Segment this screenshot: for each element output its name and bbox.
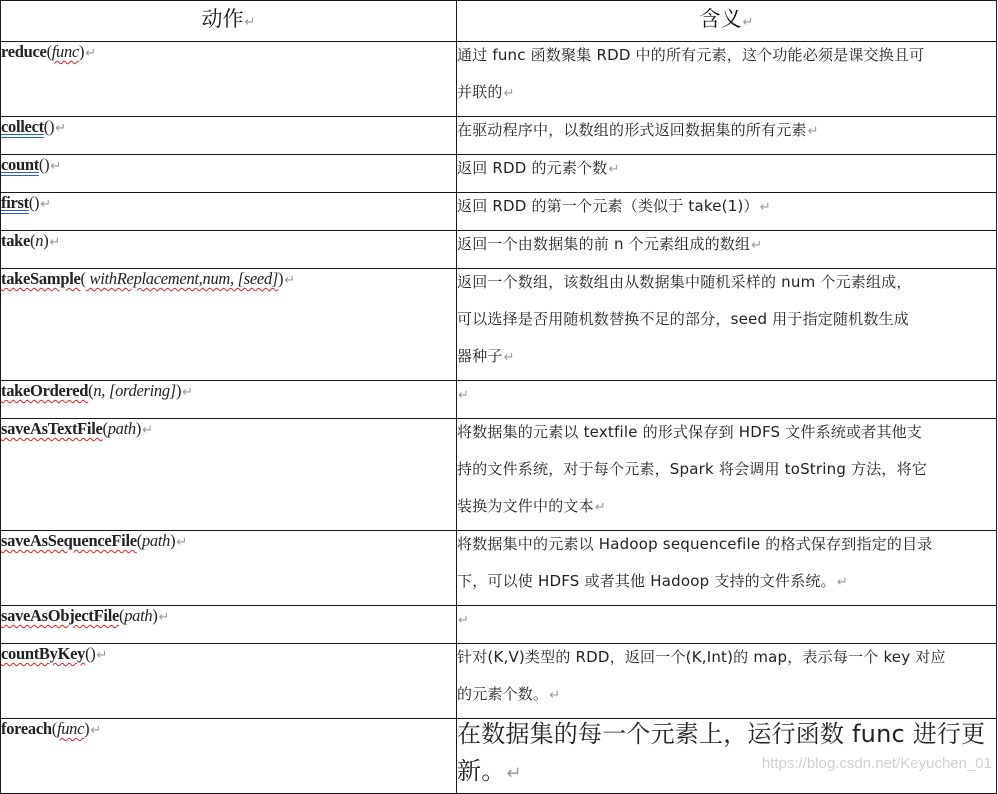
table-row	[1, 381, 997, 419]
meaning-line: 并联的↵	[457, 83, 515, 101]
meaning-line: 返回 RDD 的元素个数↵	[457, 159, 620, 177]
paragraph-mark-icon: ↵	[751, 238, 763, 253]
table-row	[1, 531, 997, 606]
meaning-line: 可以选择是否用随机数替换不足的部分，seed 用于指定随机数生成	[457, 310, 909, 328]
paragraph-mark-icon: ↵	[55, 121, 66, 136]
meaning-line: 装换为文件中的文本↵	[457, 497, 606, 515]
watermark: https://blog.csdn.net/Keyuchen_01	[761, 755, 992, 772]
meaning-line: 针对(K,V)类型的 RDD，返回一个(K,Int)的 map，表示每一个 key 对应	[457, 648, 946, 666]
table-row	[1, 231, 997, 269]
action-name: foreach	[1, 719, 52, 738]
action-name: countByKey	[1, 644, 86, 663]
paragraph-mark-icon: ↵	[506, 763, 522, 784]
meaning-line: 在数据集的每一个元素上，运行函数 func 进行更	[457, 720, 986, 748]
paragraph-mark-icon: ↵	[90, 723, 101, 738]
paragraph-mark-icon: ↵	[176, 535, 187, 550]
meaning-cell	[457, 269, 997, 381]
action-cell: reduce(func)↵	[1, 42, 457, 117]
action-name: saveAsSequenceFile	[1, 531, 137, 550]
meaning-cell	[457, 606, 997, 644]
action-cell: foreach(func)↵	[1, 719, 457, 794]
meaning-cell	[457, 419, 997, 531]
meaning-line: 返回一个由数据集的前 n 个元素组成的数组↵	[457, 235, 763, 253]
action-name: saveAsTextFile	[1, 419, 103, 438]
paragraph-mark-icon: ↵	[742, 15, 754, 30]
action-name: saveAsObjectFile	[1, 606, 119, 625]
paragraph-mark-icon: ↵	[608, 162, 620, 177]
paragraph-mark-icon: ↵	[85, 46, 96, 61]
table-row	[1, 117, 997, 155]
meaning-line: 返回 RDD 的第一个元素（类似于 take(1)）↵	[457, 197, 771, 215]
action-name: first	[1, 193, 29, 212]
paragraph-mark-icon: ↵	[503, 86, 515, 101]
action-args: path	[141, 531, 171, 550]
meaning-line: 将数据集的元素以 textfile 的形式保存到 HDFS 文件系统或者其他支	[457, 423, 923, 441]
paragraph-mark-icon: ↵	[807, 124, 819, 139]
meaning-line: 在驱动程序中，以数组的形式返回数据集的所有元素↵	[457, 121, 819, 139]
action-name: reduce	[1, 42, 47, 61]
action-name: count	[1, 155, 39, 174]
paragraph-mark-icon: ↵	[244, 15, 256, 30]
paragraph-mark-icon: ↵	[50, 159, 61, 174]
action-args: n	[35, 231, 44, 250]
paragraph-mark-icon: ↵	[458, 613, 470, 628]
action-args: path	[124, 606, 153, 625]
action-cell: takeSample( withReplacement,num, [seed])↵	[1, 269, 457, 381]
action-cell: collect()↵	[1, 117, 457, 155]
table-row	[1, 193, 997, 231]
meaning-line: 将数据集中的元素以 Hadoop sequencefile 的格式保存到指定的目录	[457, 535, 933, 553]
table-row	[1, 419, 997, 531]
action-cell: first()↵	[1, 193, 457, 231]
meaning-line	[457, 606, 996, 643]
paragraph-mark-icon: ↵	[284, 273, 295, 288]
meaning-line: 下，可以使 HDFS 或者其他 Hadoop 支持的文件系统。↵	[457, 572, 848, 590]
action-name: collect	[1, 117, 44, 136]
meaning-cell	[457, 193, 997, 231]
meaning-line: 器种子↵	[457, 347, 515, 365]
paragraph-mark-icon: ↵	[836, 575, 848, 590]
paragraph-mark-icon: ↵	[458, 388, 470, 403]
paragraph-mark-icon: ↵	[158, 610, 170, 625]
paragraph-mark-icon: ↵	[49, 235, 60, 250]
meaning-line: 新。↵	[457, 757, 522, 785]
meaning-cell	[457, 117, 997, 155]
meaning-line: 返回一个数组，该数组由从数据集中随机采样的 num 个元素组成，	[457, 273, 912, 291]
header-action: 动作↵	[1, 1, 457, 42]
paragraph-mark-icon: ↵	[549, 688, 561, 703]
action-args: func	[56, 719, 85, 738]
action-args: n, [ordering]	[93, 381, 176, 400]
action-cell: saveAsObjectFile(path)↵	[1, 606, 457, 644]
action-args: func	[51, 42, 79, 61]
meaning-line: 通过 func 函数聚集 RDD 中的所有元素，这个功能必须是课交换且可	[457, 46, 925, 64]
meaning-cell	[457, 644, 997, 719]
header-meaning: 含义↵	[457, 1, 997, 42]
action-cell: count()↵	[1, 155, 457, 193]
paragraph-mark-icon: ↵	[594, 500, 606, 515]
paragraph-mark-icon: ↵	[503, 350, 515, 365]
meaning-cell	[457, 42, 997, 117]
action-args: withReplacement,num, [seed]	[85, 269, 279, 288]
table-row	[1, 42, 997, 117]
paragraph-mark-icon: ↵	[40, 197, 51, 212]
action-cell: countByKey()↵	[1, 644, 457, 719]
meaning-cell	[457, 155, 997, 193]
action-cell: takeOrdered(n, [ordering])↵	[1, 381, 457, 419]
action-cell: saveAsTextFile(path)↵	[1, 419, 457, 531]
action-cell: take(n)↵	[1, 231, 457, 269]
meaning-cell	[457, 231, 997, 269]
meaning-cell	[457, 381, 997, 419]
paragraph-mark-icon: ↵	[759, 200, 771, 215]
paragraph-mark-icon: ↵	[182, 385, 193, 400]
action-cell: saveAsSequenceFile(path)↵	[1, 531, 457, 606]
paragraph-mark-icon: ↵	[142, 423, 153, 438]
meaning-line: 的元素个数。↵	[457, 685, 561, 703]
meaning-cell	[457, 531, 997, 606]
table-row	[1, 269, 997, 381]
meaning-line	[457, 381, 996, 418]
action-args: path	[107, 419, 136, 438]
table-row	[1, 644, 997, 719]
table-row	[1, 606, 997, 644]
action-name: takeSample	[1, 269, 81, 288]
action-name: take	[1, 231, 31, 250]
action-name: takeOrdered	[1, 381, 89, 400]
meaning-line: 持的文件系统，对于每个元素，Spark 将会调用 toString 方法，将它	[457, 460, 928, 478]
header-row	[1, 1, 997, 42]
paragraph-mark-icon: ↵	[96, 648, 108, 663]
table-row	[1, 155, 997, 193]
